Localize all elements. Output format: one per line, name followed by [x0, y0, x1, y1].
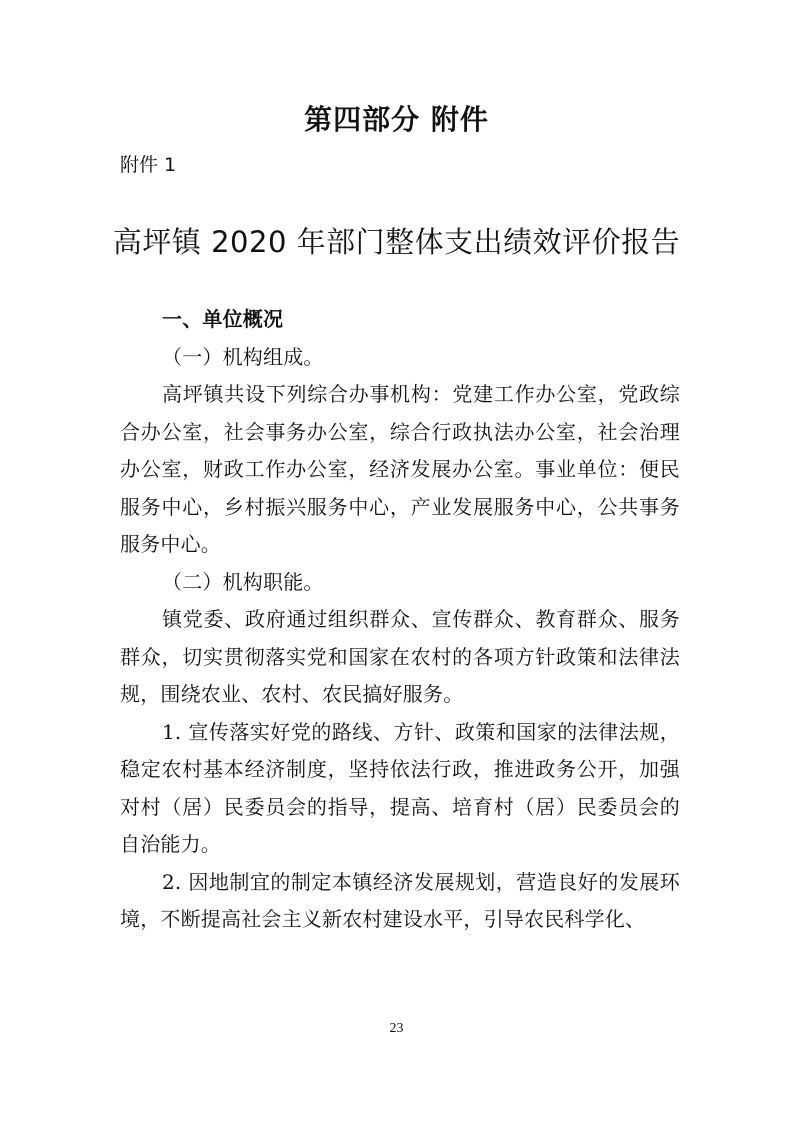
page-number: 23: [389, 1021, 404, 1036]
section-heading-unit-overview: 一、单位概况: [162, 307, 284, 331]
attachment-label: 附件 1: [120, 154, 177, 176]
paragraph-function-2: 2. 因地制宜的制定本镇经济发展规划，营造良好的发展环境，不断提高社会主义新农村建设水平，引导农民科学化、: [120, 869, 680, 931]
subheading-organization-functions: （二）机构职能。: [162, 569, 324, 594]
part-title: 第四部分 附件: [304, 103, 489, 136]
paragraph-function-1: 1. 宣传落实好党的路线、方针、政策和国家的法律法规，稳定农村基本经济制度，坚持依法行政，推进政务公开，加强对村（居）民委员会的指导，提高、培育村（居）民委员会的自治能力。: [120, 719, 680, 856]
paragraph-functions-intro: 镇党委、政府通过组织群众、宣传群众、教育群众、服务群众，切实贯彻落实党和国家在农村的各项方针政策和法律法规，围绕农业、农村、农民搞好服务。: [120, 607, 680, 706]
subheading-organization-structure: （一）机构组成。: [162, 344, 324, 369]
report-body: [120, 301, 680, 939]
report-title: 高坪镇 2020 年部门整体支出绩效评价报告: [112, 225, 681, 259]
paragraph-organization-list: 高坪镇共设下列综合办事机构：党建工作办公室，党政综合办公室，社会事务办公室，综合行政执法办公室，社会治理办公室，财政工作办公室，经济发展办公室。事业单位：便民服务中心，乡村振兴服务中心，产业发展服务中心，公共事务服务中心。: [120, 382, 680, 556]
